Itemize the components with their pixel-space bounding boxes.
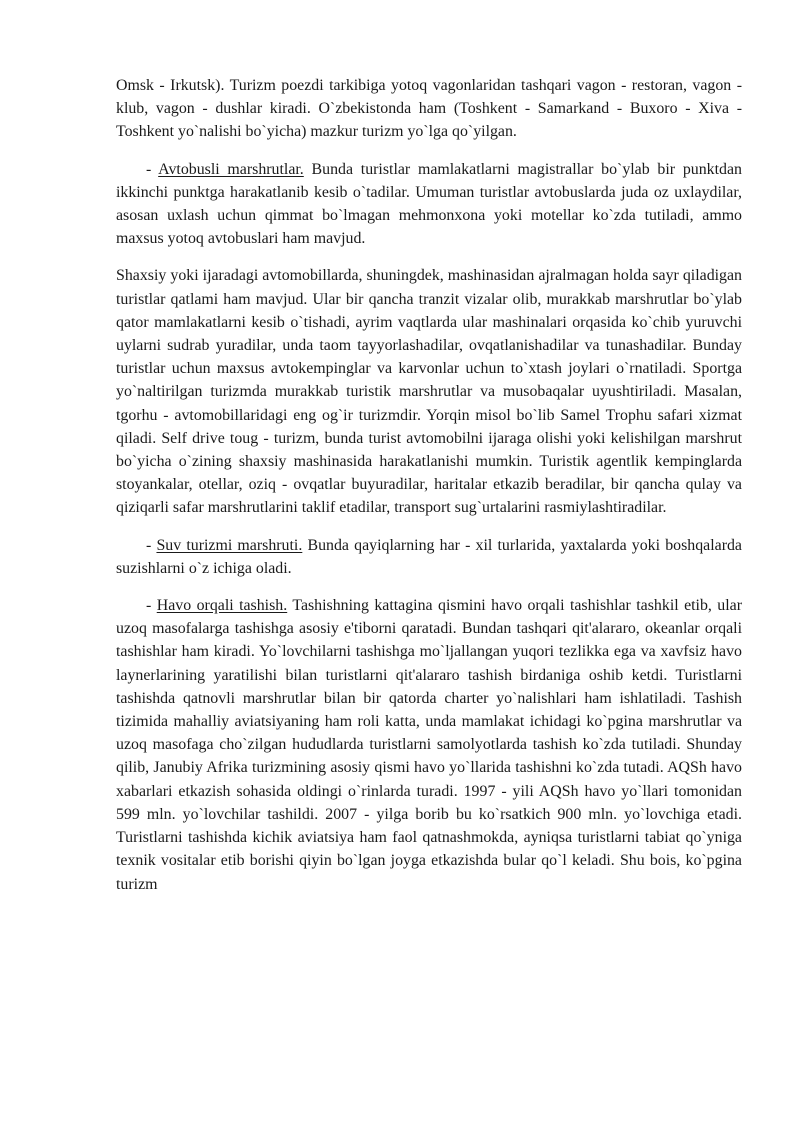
paragraph-car-tourism (116, 264, 742, 519)
paragraph-train-tourism-end (116, 74, 742, 144)
list-dash: - (146, 536, 157, 554)
section-heading-water-tourism: Suv turizmi marshruti. (156, 536, 303, 554)
document-page (116, 74, 742, 910)
list-dash: - (146, 160, 159, 178)
list-dash: - (146, 597, 157, 615)
paragraph-text: Omsk - Irkutsk). Turizm poezdi tarkibiga yotoq vagonlaridan tashqari vagon - restoran, vagon -klub, vagon - dushlar kiradi. O`zbekistonda ham (Toshkent - Samarkand - Buxoro - Xiva - Toshkent yo`nalishi bo`yicha) mazkur turizm yo`lga qo`yilgan. (116, 77, 742, 141)
section-heading-air-transport: Havo orqali tashish. (156, 597, 288, 615)
paragraph-text: Tashishning kattagina qismini havo orqali tashishlar tashkil etib, ular uzoq masofalarga tashishga asosiy e'tiborni qaratadi. Bundan tashqari qit'alararo, okeanlar orqali tashishlar ham kiradi. Yo`lovchilarni tashishga mo`ljallangan yuqori tezlikka ega va xavfsiz havo laynerlarining yaratilishi bilan turistlarni qit'alararo tashish birdaniga oshib ketdi. Turistlarni tashishda qatnovli marshrutlar bilan bir qatorda charter yo`nalishlari ham ishlatiladi. Tashish tizimida mahalliy aviatsiyaning ham roli katta, unda mamlakat ichidagi ko`pgina marshrutlar va uzoq masofaga cho`zilgan hududlarda turistlarni samolyotlarda tashish ko`zda tutiladi. Shunday qilib, Janubiy Afrika turizmining asosiy qismi havo yo`llarida tashishni ko`zda tutadi. AQSh havo xabarlari etkazish sohasida oldingi o`rinlarda turadi. 1997 - yili AQSh havo yo`llari tomonidan 599 mln. yo`lovchilar tashildi. 2007 - yilga borib bu ko`rsatkich 900 mln. yo`lovchiga etadi. Turistlarni tashishda kichik aviatsiya ham faol qatnashmokda, ayniqsa turistlarni tabiat qo`yniga texnik vositalar etib borishi qiyin bo`lgan joyga etkazishda bular qo`l keladi. Shu bois, ko`pgina turizm (116, 597, 743, 893)
paragraph-water-tourism (116, 534, 742, 580)
paragraph-text: Bunda qayiqlarning har - xil turlarida, yaxtalarda yoki boshqalarda suzishlarni o`z ichiga oladi. (116, 536, 742, 577)
paragraph-text: Shaxsiy yoki ijaradagi avtomobillarda, shuningdek, mashinasidan ajralmagan holda sayr qiladigan turistlar qatlami ham mavjud. Ular bir qancha tranzit vizalar olib, murakkab marshrutlar bo`ylab qator mamlakatlarni kesib o`tishadi, ayrim vaqtlarda ular mashinalari orqasida ko`chib yuruvchi uylarni sudrab yuradilar, unda taom tayyorlashadilar, ovqatlanishadilar va tunashadilar. Bunday turistlar uchun maxsus avtokempinglar va karvonlar uchun to`xtash joylari o`rnatiladi. Sportga yo`naltirilgan turizmda murakkab turistik marshrutlar va musobaqalar uyushtiriladi. Masalan, tgorhu - avtomobillaridagi eng og`ir turizmdir. Yorqin misol bo`lib Samel Trophu safari xizmat qiladi. Self drive toug - turizm, bunda turist avtomobilni ijaraga olishi yoki kelishilgan marshrut bo`yicha o`zining shaxsiy mashinasida harakatlanishi mumkin. Turistik agentlik kempinglarda stoyankalar, otellar, oziq - ovqatlar buyuradilar, haritalar etkazib beradilar, bir qancha qulay va qiziqarli safar marshrutlarini taklif etadilar, transport sug`urtalarini rasmiylashtiradilar. (116, 267, 742, 517)
paragraph-text: Bunda turistlar mamlakatlarni magistrallar bo`ylab bir punktdan ikkinchi punktga harakatlanib kesib o`tadilar. Umuman turistlar avtobuslarda juda oz uxlaydilar, asosan uxlash uchun qimmat bo`lmagan mehmonxona yoki motellar ko`zda tutiladi, ammo maxsus yotoq avtobuslari ham mavjud. (116, 160, 742, 248)
paragraph-air-transport (116, 594, 742, 896)
paragraph-bus-routes (116, 158, 742, 251)
section-heading-bus-routes: Avtobusli marshrutlar. (158, 160, 304, 178)
